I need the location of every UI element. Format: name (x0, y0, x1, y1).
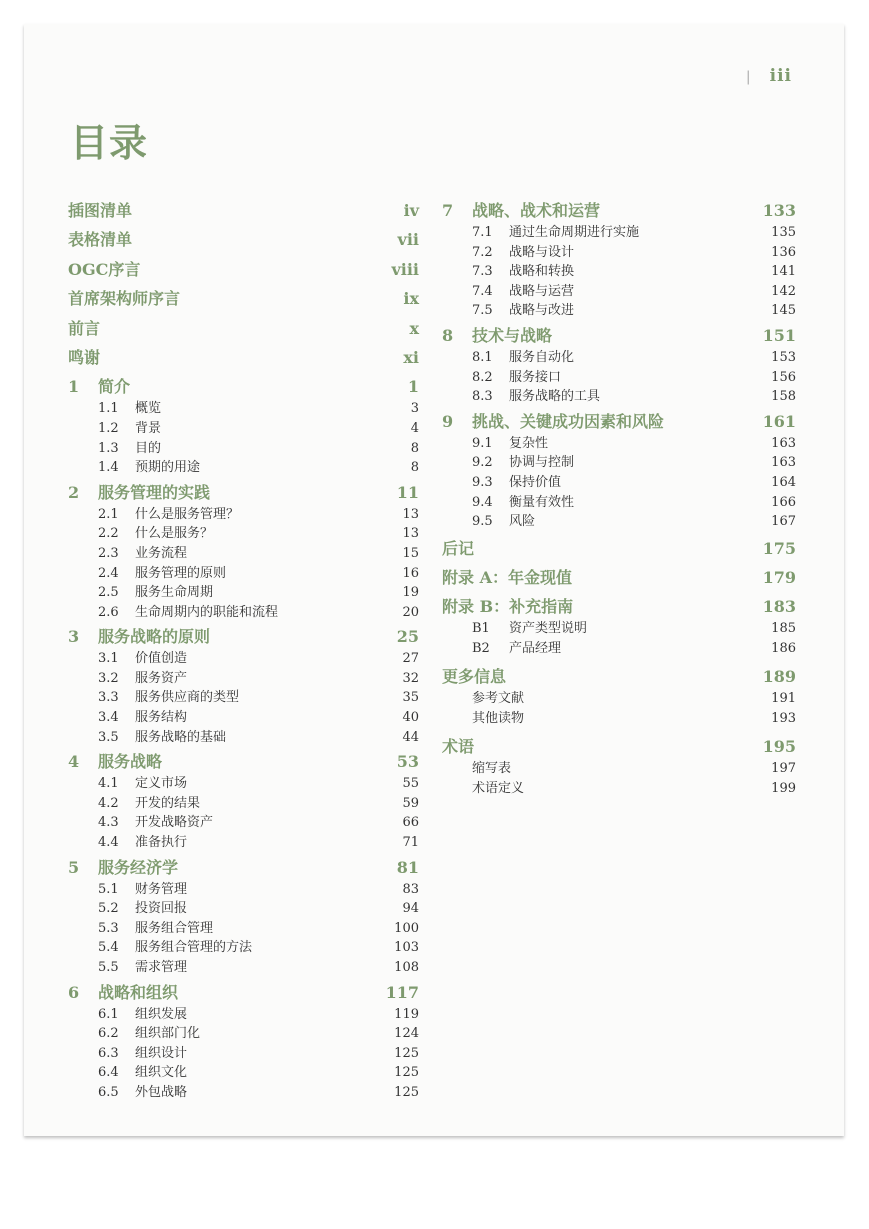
toc-entry-section[interactable] (68, 419, 419, 439)
toc-entry-section[interactable] (442, 282, 796, 302)
toc-entry-back-matter[interactable] (442, 565, 796, 590)
page-number-divider: | (745, 69, 752, 85)
section-number: 4.2 (98, 795, 119, 811)
chapter-number: 3 (68, 627, 80, 647)
section-page: 59 (402, 795, 419, 811)
toc-entry-chapter[interactable] (442, 409, 796, 434)
section-number: 5.3 (98, 920, 119, 936)
section-title: 协调与控制 (509, 455, 575, 471)
entry-title: OGC序言 (68, 259, 141, 279)
back-matter-title: 更多信息 (442, 666, 507, 686)
toc-entry-section[interactable] (68, 1005, 419, 1025)
toc-entry-section[interactable] (442, 453, 796, 473)
toc-entry-front-matter[interactable] (68, 343, 419, 372)
section-number: 9.3 (472, 474, 493, 490)
section-title: 服务组合管理的方法 (135, 940, 253, 956)
toc-entry-section[interactable] (442, 223, 796, 243)
chapter-page: 133 (762, 201, 796, 220)
section-title: 服务自动化 (509, 349, 575, 365)
section-page: 125 (394, 1084, 419, 1100)
toc-entry-section[interactable] (68, 544, 419, 564)
toc-entry-back-matter-item[interactable] (442, 779, 796, 800)
chapter-title: 挑战、关键成功因素和风险 (472, 411, 665, 431)
section-page: 135 (771, 225, 796, 240)
chapter-number: 9 (442, 411, 454, 431)
chapter-number: 2 (68, 482, 80, 502)
entry-title: 插图清单 (68, 201, 133, 220)
back-matter-title: 附录 B：补充指南 (442, 596, 574, 616)
toc-entry-section[interactable] (68, 833, 419, 853)
section-page: 100 (394, 920, 419, 936)
section-number: 7.3 (472, 264, 493, 280)
toc-entry-section[interactable] (68, 458, 419, 478)
toc-entry-back-matter[interactable] (442, 664, 796, 689)
section-page: 108 (394, 960, 419, 975)
chapter-title: 服务战略 (98, 752, 163, 772)
section-page: 125 (394, 1045, 419, 1061)
section-page: 40 (402, 710, 419, 726)
entry-page: xi (403, 347, 419, 367)
section-page: 163 (771, 455, 796, 471)
toc-entry-section[interactable] (68, 1083, 419, 1103)
toc-entry-section[interactable] (68, 439, 419, 459)
toc-entry-section[interactable] (68, 1063, 419, 1083)
section-number: 3.1 (98, 651, 119, 667)
section-number: 1.2 (98, 420, 119, 436)
toc-entry-section[interactable] (68, 899, 419, 919)
document-page (24, 24, 844, 1136)
item-title: 缩写表 (472, 760, 512, 776)
chapter-number: 4 (68, 752, 80, 772)
section-number: 1.4 (98, 460, 119, 476)
item-title: 产品经理 (509, 641, 562, 657)
section-page: 164 (771, 474, 796, 490)
toc-entry-section[interactable] (68, 669, 419, 689)
section-page: 141 (771, 264, 796, 280)
section-title: 服务接口 (509, 369, 562, 385)
item-title: 资产类型说明 (509, 620, 588, 636)
chapter-page: 25 (396, 627, 419, 647)
section-page: 19 (402, 585, 419, 601)
toc-entry-front-matter[interactable] (68, 196, 419, 225)
section-title: 生命周期内的职能和流程 (135, 604, 279, 620)
section-title: 什么是服务管理？ (135, 506, 240, 522)
section-title: 背景 (135, 420, 162, 436)
chapter-page: 53 (396, 752, 419, 772)
back-matter-page: 189 (762, 666, 796, 686)
toc-entry-section[interactable] (68, 774, 419, 794)
toc-entry-section[interactable] (442, 473, 796, 493)
section-title: 服务战略的基础 (135, 729, 227, 745)
section-title: 服务结构 (135, 710, 188, 726)
section-number: 6.3 (98, 1045, 119, 1061)
section-page: 15 (402, 545, 419, 561)
toc-entry-back-matter-item[interactable] (442, 709, 796, 730)
toc-entry-section[interactable] (68, 919, 419, 939)
chapter-number: 5 (68, 857, 80, 877)
toc-entry-back-matter-item[interactable] (442, 639, 796, 660)
section-title: 预期的用途 (135, 460, 201, 476)
section-number: 4.1 (98, 776, 119, 792)
toc-entry-back-matter[interactable] (442, 734, 796, 759)
chapter-page: 117 (385, 982, 419, 1002)
toc-entry-back-matter[interactable] (442, 594, 796, 619)
toc-entry-section[interactable] (68, 649, 419, 669)
item-page: 185 (771, 620, 796, 636)
toc-entry-section[interactable] (68, 564, 419, 584)
chapter-page: 151 (762, 325, 796, 345)
item-page: 197 (771, 760, 796, 776)
section-number: 7.4 (472, 283, 493, 299)
section-title: 服务供应商的类型 (135, 690, 240, 706)
toc-left-column (68, 196, 419, 1103)
section-title: 服务战略的工具 (509, 389, 601, 405)
toc-entry-section[interactable] (68, 1044, 419, 1064)
item-title: 参考文献 (472, 690, 525, 706)
section-title: 财务管理 (135, 881, 188, 897)
toc-entry-section[interactable] (442, 434, 796, 454)
toc-entry-section[interactable] (442, 368, 796, 388)
toc-entry-section[interactable] (68, 708, 419, 728)
entry-title: 表格清单 (68, 230, 133, 250)
section-title: 需求管理 (135, 960, 188, 975)
toc-entry-section[interactable] (442, 512, 796, 532)
item-page: 191 (771, 690, 796, 706)
section-number: 3.5 (98, 729, 119, 745)
toc-entry-section[interactable] (68, 399, 419, 419)
toc-entry-section[interactable] (442, 387, 796, 407)
section-number: 9.1 (472, 435, 493, 451)
section-number: 7.2 (472, 244, 493, 260)
chapter-number: 8 (442, 325, 454, 345)
toc-entry-back-matter-item[interactable] (442, 689, 796, 710)
section-title: 开发的结果 (135, 795, 201, 811)
entry-page: vii (397, 230, 419, 250)
chapter-title: 战略、战术和运营 (472, 201, 601, 220)
section-page: 158 (771, 389, 796, 405)
item-number: B1 (472, 620, 490, 636)
toc-entry-chapter[interactable] (442, 198, 796, 223)
toc-entry-section[interactable] (442, 493, 796, 513)
section-title: 什么是服务？ (135, 526, 214, 542)
back-matter-title: 后记 (442, 538, 475, 558)
section-number: 1.1 (98, 401, 119, 417)
section-page: 44 (402, 729, 419, 745)
section-title: 组织发展 (135, 1006, 188, 1022)
page-number (746, 66, 792, 86)
item-title: 术语定义 (472, 781, 525, 797)
section-page: 8 (410, 460, 419, 476)
section-number: 8.1 (472, 349, 493, 365)
section-page: 66 (402, 815, 419, 831)
section-number: 7.5 (472, 303, 493, 319)
section-number: 2.5 (98, 585, 119, 601)
section-title: 战略与运营 (509, 283, 575, 299)
section-title: 保持价值 (509, 474, 562, 490)
section-number: 5.5 (98, 960, 119, 975)
chapter-number: 6 (68, 982, 80, 1002)
toc-entry-section[interactable] (68, 958, 419, 978)
toc-entry-section[interactable] (68, 688, 419, 708)
toc-entry-back-matter-item[interactable] (442, 619, 796, 640)
item-title: 其他读物 (472, 711, 525, 727)
toc-entry-chapter[interactable] (68, 749, 419, 774)
section-number: 6.5 (98, 1084, 119, 1100)
section-title: 定义市场 (135, 776, 188, 792)
toc-entry-chapter[interactable] (68, 480, 419, 505)
section-page: 35 (402, 690, 419, 706)
item-page: 186 (771, 641, 796, 657)
back-matter-title: 术语 (442, 736, 475, 756)
entry-page: ix (403, 289, 419, 309)
entry-page: viii (391, 259, 419, 279)
chapter-title: 服务管理的实践 (98, 482, 211, 502)
section-number: 9.4 (472, 494, 493, 510)
section-number: 1.3 (98, 440, 119, 456)
section-title: 开发战略资产 (135, 815, 214, 831)
section-number: 2.3 (98, 545, 119, 561)
toc-entry-chapter[interactable] (68, 624, 419, 649)
section-page: 83 (402, 881, 419, 897)
section-title: 服务资产 (135, 670, 188, 686)
chapter-page: 1 (407, 377, 419, 397)
section-title: 目的 (135, 440, 162, 456)
section-number: 9.2 (472, 455, 493, 471)
section-number: 9.5 (472, 514, 493, 530)
page-title: 目录 (70, 120, 149, 165)
section-page: 94 (402, 901, 419, 917)
toc-entry-section[interactable] (68, 880, 419, 900)
section-number: 2.1 (98, 506, 119, 522)
back-matter-page: 183 (762, 596, 796, 616)
toc-entry-front-matter[interactable] (68, 255, 419, 284)
toc-entry-chapter[interactable] (68, 374, 419, 399)
page-number-value: iii (769, 66, 792, 86)
chapter-number: 1 (68, 377, 80, 397)
section-page: 142 (771, 283, 796, 299)
section-page: 163 (771, 435, 796, 451)
toc-entry-chapter[interactable] (68, 855, 419, 880)
toc-entry-section[interactable] (442, 348, 796, 368)
section-title: 价值创造 (135, 651, 188, 667)
toc-entry-section[interactable] (442, 262, 796, 282)
back-matter-page: 195 (762, 736, 796, 756)
section-page: 103 (394, 940, 419, 956)
section-page: 13 (402, 506, 419, 522)
section-title: 战略和转换 (509, 264, 575, 280)
entry-page: iv (403, 201, 419, 220)
toc-entry-section[interactable] (68, 728, 419, 748)
section-page: 4 (410, 420, 419, 436)
section-title: 服务生命周期 (135, 585, 214, 601)
section-title: 风险 (509, 514, 536, 530)
section-page: 8 (410, 440, 419, 456)
toc-entry-section[interactable] (68, 524, 419, 544)
toc-right-column (442, 196, 796, 800)
section-title: 衡量有效性 (509, 494, 575, 510)
section-title: 服务组合管理 (135, 920, 214, 936)
chapter-title: 简介 (98, 377, 131, 397)
section-page: 125 (394, 1065, 419, 1081)
section-number: 7.1 (472, 225, 493, 240)
section-number: 2.6 (98, 604, 119, 620)
section-page: 153 (771, 349, 796, 365)
section-number: 3.3 (98, 690, 119, 706)
section-page: 27 (402, 651, 419, 667)
item-number: B2 (472, 641, 490, 657)
section-page: 3 (410, 401, 419, 417)
section-number: 6.2 (98, 1026, 119, 1042)
section-page: 55 (402, 776, 419, 792)
toc-entry-front-matter[interactable] (68, 314, 419, 343)
section-page: 167 (771, 514, 796, 530)
chapter-title: 技术与战略 (472, 325, 553, 345)
section-title: 服务管理的原则 (135, 565, 227, 581)
section-page: 16 (402, 565, 419, 581)
entry-title: 前言 (68, 318, 101, 338)
chapter-title: 战略和组织 (98, 982, 179, 1002)
entry-title: 鸣谢 (68, 347, 101, 367)
toc-entry-section[interactable] (68, 505, 419, 525)
toc-entry-section[interactable] (68, 583, 419, 603)
section-title: 战略与设计 (509, 244, 575, 260)
section-title: 通过生命周期进行实施 (509, 225, 640, 240)
item-page: 193 (771, 711, 796, 727)
section-page: 13 (402, 526, 419, 542)
back-matter-page: 175 (762, 538, 796, 558)
section-number: 5.4 (98, 940, 119, 956)
section-title: 概览 (135, 401, 162, 417)
toc-entry-front-matter[interactable] (68, 284, 419, 313)
section-page: 156 (771, 369, 796, 385)
chapter-title: 服务经济学 (98, 857, 179, 877)
toc-entry-section[interactable] (68, 794, 419, 814)
section-title: 复杂性 (509, 435, 549, 451)
section-number: 3.2 (98, 670, 119, 686)
section-number: 2.2 (98, 526, 119, 542)
section-title: 外包战略 (135, 1084, 188, 1100)
back-matter-page: 179 (762, 567, 796, 587)
toc-entry-section[interactable] (68, 938, 419, 958)
section-title: 投资回报 (135, 901, 188, 917)
section-page: 119 (394, 1006, 419, 1022)
toc-entry-back-matter[interactable] (442, 536, 796, 561)
section-number: 8.3 (472, 389, 493, 405)
section-page: 71 (402, 835, 419, 851)
section-number: 5.1 (98, 881, 119, 897)
section-title: 战略与改进 (509, 303, 575, 319)
item-page: 199 (771, 781, 796, 797)
section-number: 6.4 (98, 1065, 119, 1081)
toc-entry-chapter[interactable] (68, 980, 419, 1005)
chapter-page: 161 (762, 411, 796, 431)
toc-entry-back-matter-item[interactable] (442, 759, 796, 780)
section-page: 136 (771, 244, 796, 260)
toc-entry-section[interactable] (68, 1024, 419, 1044)
chapter-page: 11 (396, 482, 419, 502)
section-number: 3.4 (98, 710, 119, 726)
section-page: 20 (402, 604, 419, 620)
entry-page: x (409, 318, 419, 338)
section-title: 准备执行 (135, 835, 188, 851)
section-title: 组织部门化 (135, 1026, 201, 1042)
toc-entry-front-matter[interactable] (68, 225, 419, 254)
section-number: 6.1 (98, 1006, 119, 1022)
section-title: 业务流程 (135, 545, 188, 561)
toc-entry-section[interactable] (68, 813, 419, 833)
section-number: 2.4 (98, 565, 119, 581)
chapter-number: 7 (442, 201, 454, 220)
section-page: 166 (771, 494, 796, 510)
back-matter-title: 附录 A：年金现值 (442, 567, 572, 587)
section-number: 4.4 (98, 835, 119, 851)
section-number: 8.2 (472, 369, 493, 385)
toc-entry-chapter[interactable] (442, 323, 796, 348)
section-page: 32 (402, 670, 419, 686)
toc-entry-section[interactable] (442, 301, 796, 321)
chapter-page: 81 (396, 857, 419, 877)
section-number: 4.3 (98, 815, 119, 831)
section-number: 5.2 (98, 901, 119, 917)
section-title: 组织设计 (135, 1045, 188, 1061)
section-page: 145 (771, 303, 796, 319)
entry-title: 首席架构师序言 (68, 289, 181, 309)
toc-entry-section[interactable] (68, 603, 419, 623)
toc-entry-section[interactable] (442, 243, 796, 263)
section-title: 组织文化 (135, 1065, 188, 1081)
chapter-title: 服务战略的原则 (98, 627, 211, 647)
section-page: 124 (394, 1026, 419, 1042)
